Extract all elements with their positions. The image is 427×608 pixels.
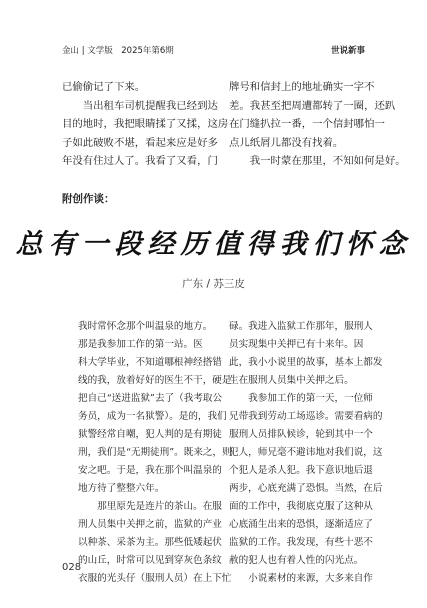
text-line: 科大学毕业，不知道哪根神经搭错 <box>78 357 222 368</box>
text-line: 地方待了整整六年。 <box>78 483 165 494</box>
text-line: 差。我甚至把周遭都转了一圈，还趴 <box>229 99 396 112</box>
story-column-right <box>229 78 406 171</box>
author-byline: 广东 / 苏三皮 <box>182 278 245 290</box>
text-line: 当出租车司机提醒我已经到达 <box>62 99 218 112</box>
text-line: 牌号和信封上的地址确实一字不 <box>229 81 375 93</box>
text-line: 个犯人是杀人犯。我下意识地后退 <box>229 465 373 476</box>
text-line: 赦的犯人也有着人性的闪光点。 <box>229 555 364 566</box>
text-line: 刑人员集中关押之前，监狱的产业 <box>78 519 222 530</box>
text-line: 员实现集中关押已有十来年。因 <box>229 339 364 350</box>
text-line: 心底涌生出来的恐惧，逐渐适应了 <box>229 519 373 530</box>
section-name: 世说新事 <box>330 46 365 56</box>
text-line: 在门缝扒拉一番，一个信封哪怕一 <box>229 118 385 131</box>
text-line: 碌。我进入监狱工作那年，服刑人 <box>229 321 373 332</box>
essay-title: 总有一段经历值得我们怀念 <box>15 229 412 260</box>
text-line: 犯人，师兄毫不避讳地对我们说，这 <box>229 447 383 458</box>
section-label: 附创作谈： <box>62 193 115 205</box>
text-line: 务员，成为一名狱警）。是的，我们 <box>78 411 227 422</box>
text-line: 以种茶、采茶为主。那些低矮起伏 <box>78 537 222 548</box>
text-line: 那里原先是连片的茶山。在服 <box>78 501 222 512</box>
text-line: 狱警经常自嘲，犯人判的是有期徒 <box>78 429 222 440</box>
text-line: 子如此破败不堪，看起来应是好多 <box>62 136 218 149</box>
publication-info: 金山 | 文学版 2025年第6期 <box>62 46 174 56</box>
page-header <box>62 44 365 58</box>
text-line: 把自己“送进监狱”去了（我考取公 <box>78 393 223 404</box>
text-line: 我一时蒙在那里，不知如何是好。 <box>229 155 406 168</box>
text-line: 监狱的工作。我发现，有些十恶不 <box>229 537 373 548</box>
text-line: 我参加工作的第一天，一位师 <box>229 393 373 404</box>
text-line: 此，我小小说里的故事，基本上都发 <box>229 357 383 368</box>
essay-column-right <box>229 318 383 588</box>
text-line: 小说素材的来源，大多来自作 <box>229 573 373 584</box>
text-line: 衣服的光头仔（服刑人员）在上下忙 <box>78 573 232 584</box>
text-line: 的山丘，时常可以见到穿灰色条纹 <box>78 555 222 566</box>
text-line: 那是我参加工作的第一站。医 <box>78 339 203 350</box>
text-line: 点儿纸屑儿都没有找着。 <box>229 136 344 149</box>
text-line: 面的工作中，我彻底克服了这种从 <box>229 501 373 512</box>
text-line: 刑，我们是“无期徒刑”。既来之，则 <box>78 447 232 458</box>
text-line: 生在服刑人员集中关押之后。 <box>229 375 354 386</box>
story-column-left <box>62 78 229 171</box>
text-line: 我时常怀念那个叫温泉的地方。 <box>78 321 213 332</box>
text-line: 线的我，放着好好的医生不干，硬是 <box>78 375 232 386</box>
text-line: 兄带我到劳动工场巡诊。需要看病的 <box>229 411 383 422</box>
text-line: 年没有住过人了。我看了又看，门 <box>62 155 218 168</box>
text-line: 两步，心底充满了恐惧。当然，在后 <box>229 483 383 494</box>
text-line: 服刑人员排队候诊，轮到其中一个 <box>229 429 373 440</box>
page-number: 028 <box>62 562 82 573</box>
essay-column-left <box>78 318 232 588</box>
text-line: 安之吧。于是，我在那个叫温泉的 <box>78 465 222 476</box>
text-line: 已偷偷记了下来。 <box>62 81 146 93</box>
text-line: 目的地时，我把眼睛揉了又揉，这房 <box>62 118 229 131</box>
